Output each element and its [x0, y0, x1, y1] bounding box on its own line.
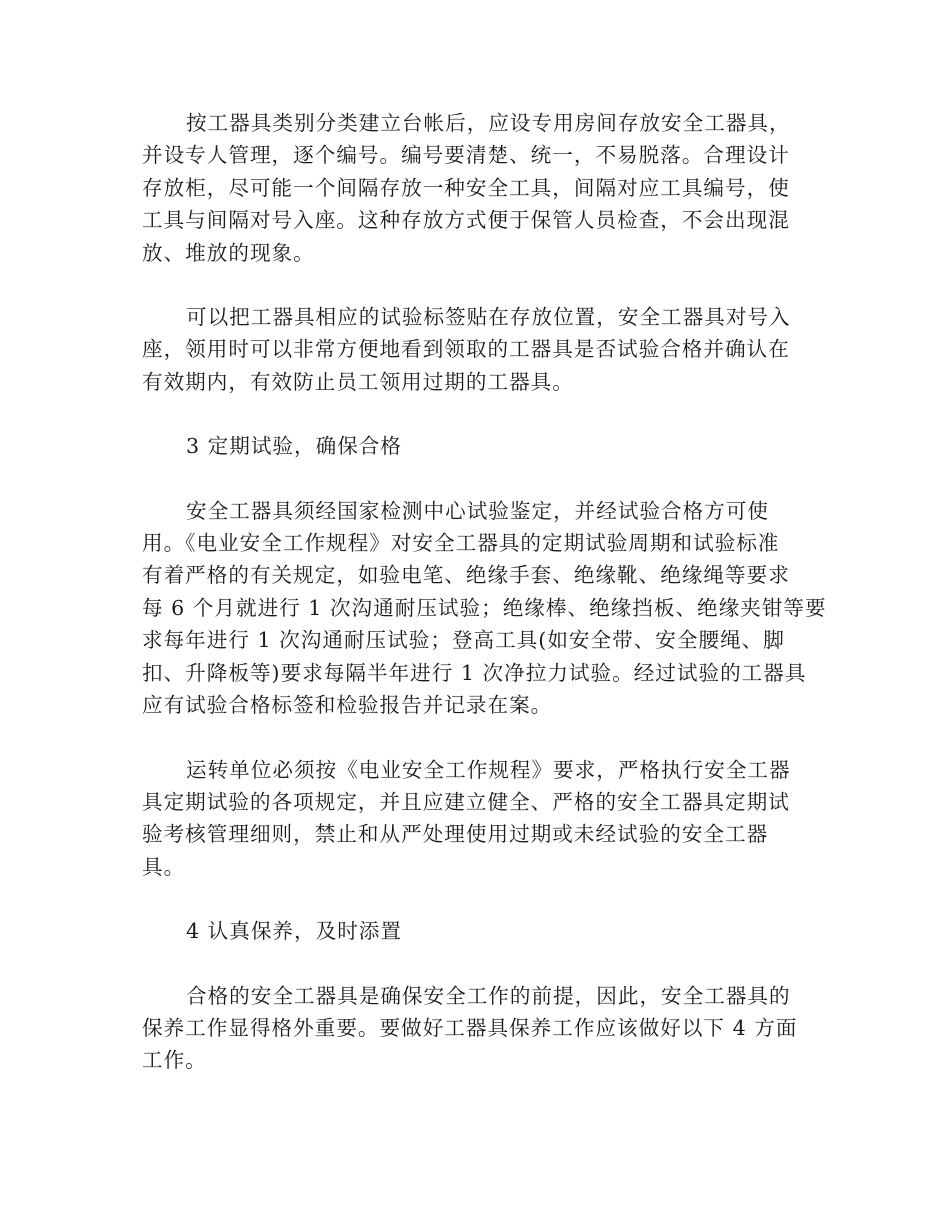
text-line: 扣、升降板等)要求每隔半年进行 1 次净拉力试验。经过试验的工器具: [142, 660, 807, 685]
text-line: 有效期内，有效防止员工领用过期的工器具。: [142, 369, 574, 394]
text-line: 用。《电业安全工作规程》对安全工器具的定期试验周期和试验标准: [142, 531, 780, 556]
text-line: 运转单位必须按《电业安全工作规程》要求，严格执行安全工器: [186, 757, 791, 782]
section-heading-4: [142, 915, 814, 947]
section-heading-text: 3 定期试验，确保合格: [186, 434, 402, 459]
text-line: 座，领用时可以非常方便地看到领取的工器具是否试验合格并确认在: [142, 337, 790, 362]
text-line: 验考核管理细则，禁止和从严处理使用过期或未经试验的安全工器: [142, 822, 769, 847]
text-line: 存放柜，尽可能一个间隔存放一种安全工具，间隔对应工具编号，使: [142, 175, 790, 200]
section-heading-text: 4 认真保养，及时添置: [186, 919, 402, 944]
text-line: 放、堆放的现象。: [142, 240, 315, 265]
text-line: 有着严格的有关规定，如验电笔、绝缘手套、绝缘靴、绝缘绳等要求: [142, 563, 790, 588]
text-line: 并设专人管理，逐个编号。编号要清楚、统一，不易脱落。合理设计: [142, 143, 790, 168]
paragraph-maintenance: [142, 980, 814, 1077]
text-line: 合格的安全工器具是确保安全工作的前提，因此，安全工器具的: [186, 983, 791, 1008]
text-line: 可以把工器具相应的试验标签贴在存放位置，安全工器具对号入: [186, 305, 791, 330]
text-line: 保养工作显得格外重要。要做好工器具保养工作应该做好以下 4 方面: [142, 1015, 798, 1040]
document-body: [142, 107, 827, 1077]
text-line: 安全工器具须经国家检测中心试验鉴定，并经试验合格方可使: [186, 498, 770, 523]
section-heading-3: [142, 430, 814, 462]
text-line: 求每年进行 1 次沟通耐压试验；登高工具(如安全带、安全腰绳、脚: [142, 628, 785, 653]
paragraph-testing: [142, 495, 827, 722]
text-line: 按工器具类别分类建立台帐后，应设专用房间存放安全工器具，: [186, 111, 791, 135]
paragraph-operations: [142, 754, 814, 884]
text-line: 工作。: [142, 1048, 207, 1073]
text-line: 工具与间隔对号入座。这种存放方式便于保管人员检查，不会出现混: [142, 208, 790, 233]
paragraph-labels: [142, 301, 814, 398]
paragraph-storage: [142, 107, 814, 269]
text-line: 每 6 个月就进行 1 次沟通耐压试验；绝缘棒、绝缘挡板、绝缘夹钳等要: [142, 595, 827, 620]
text-line: 应有试验合格标签和检验报告并记录在案。: [142, 693, 553, 718]
text-line: 具定期试验的各项规定，并且应建立健全、严格的安全工器具定期试: [142, 789, 790, 814]
text-line: 具。: [142, 854, 186, 879]
